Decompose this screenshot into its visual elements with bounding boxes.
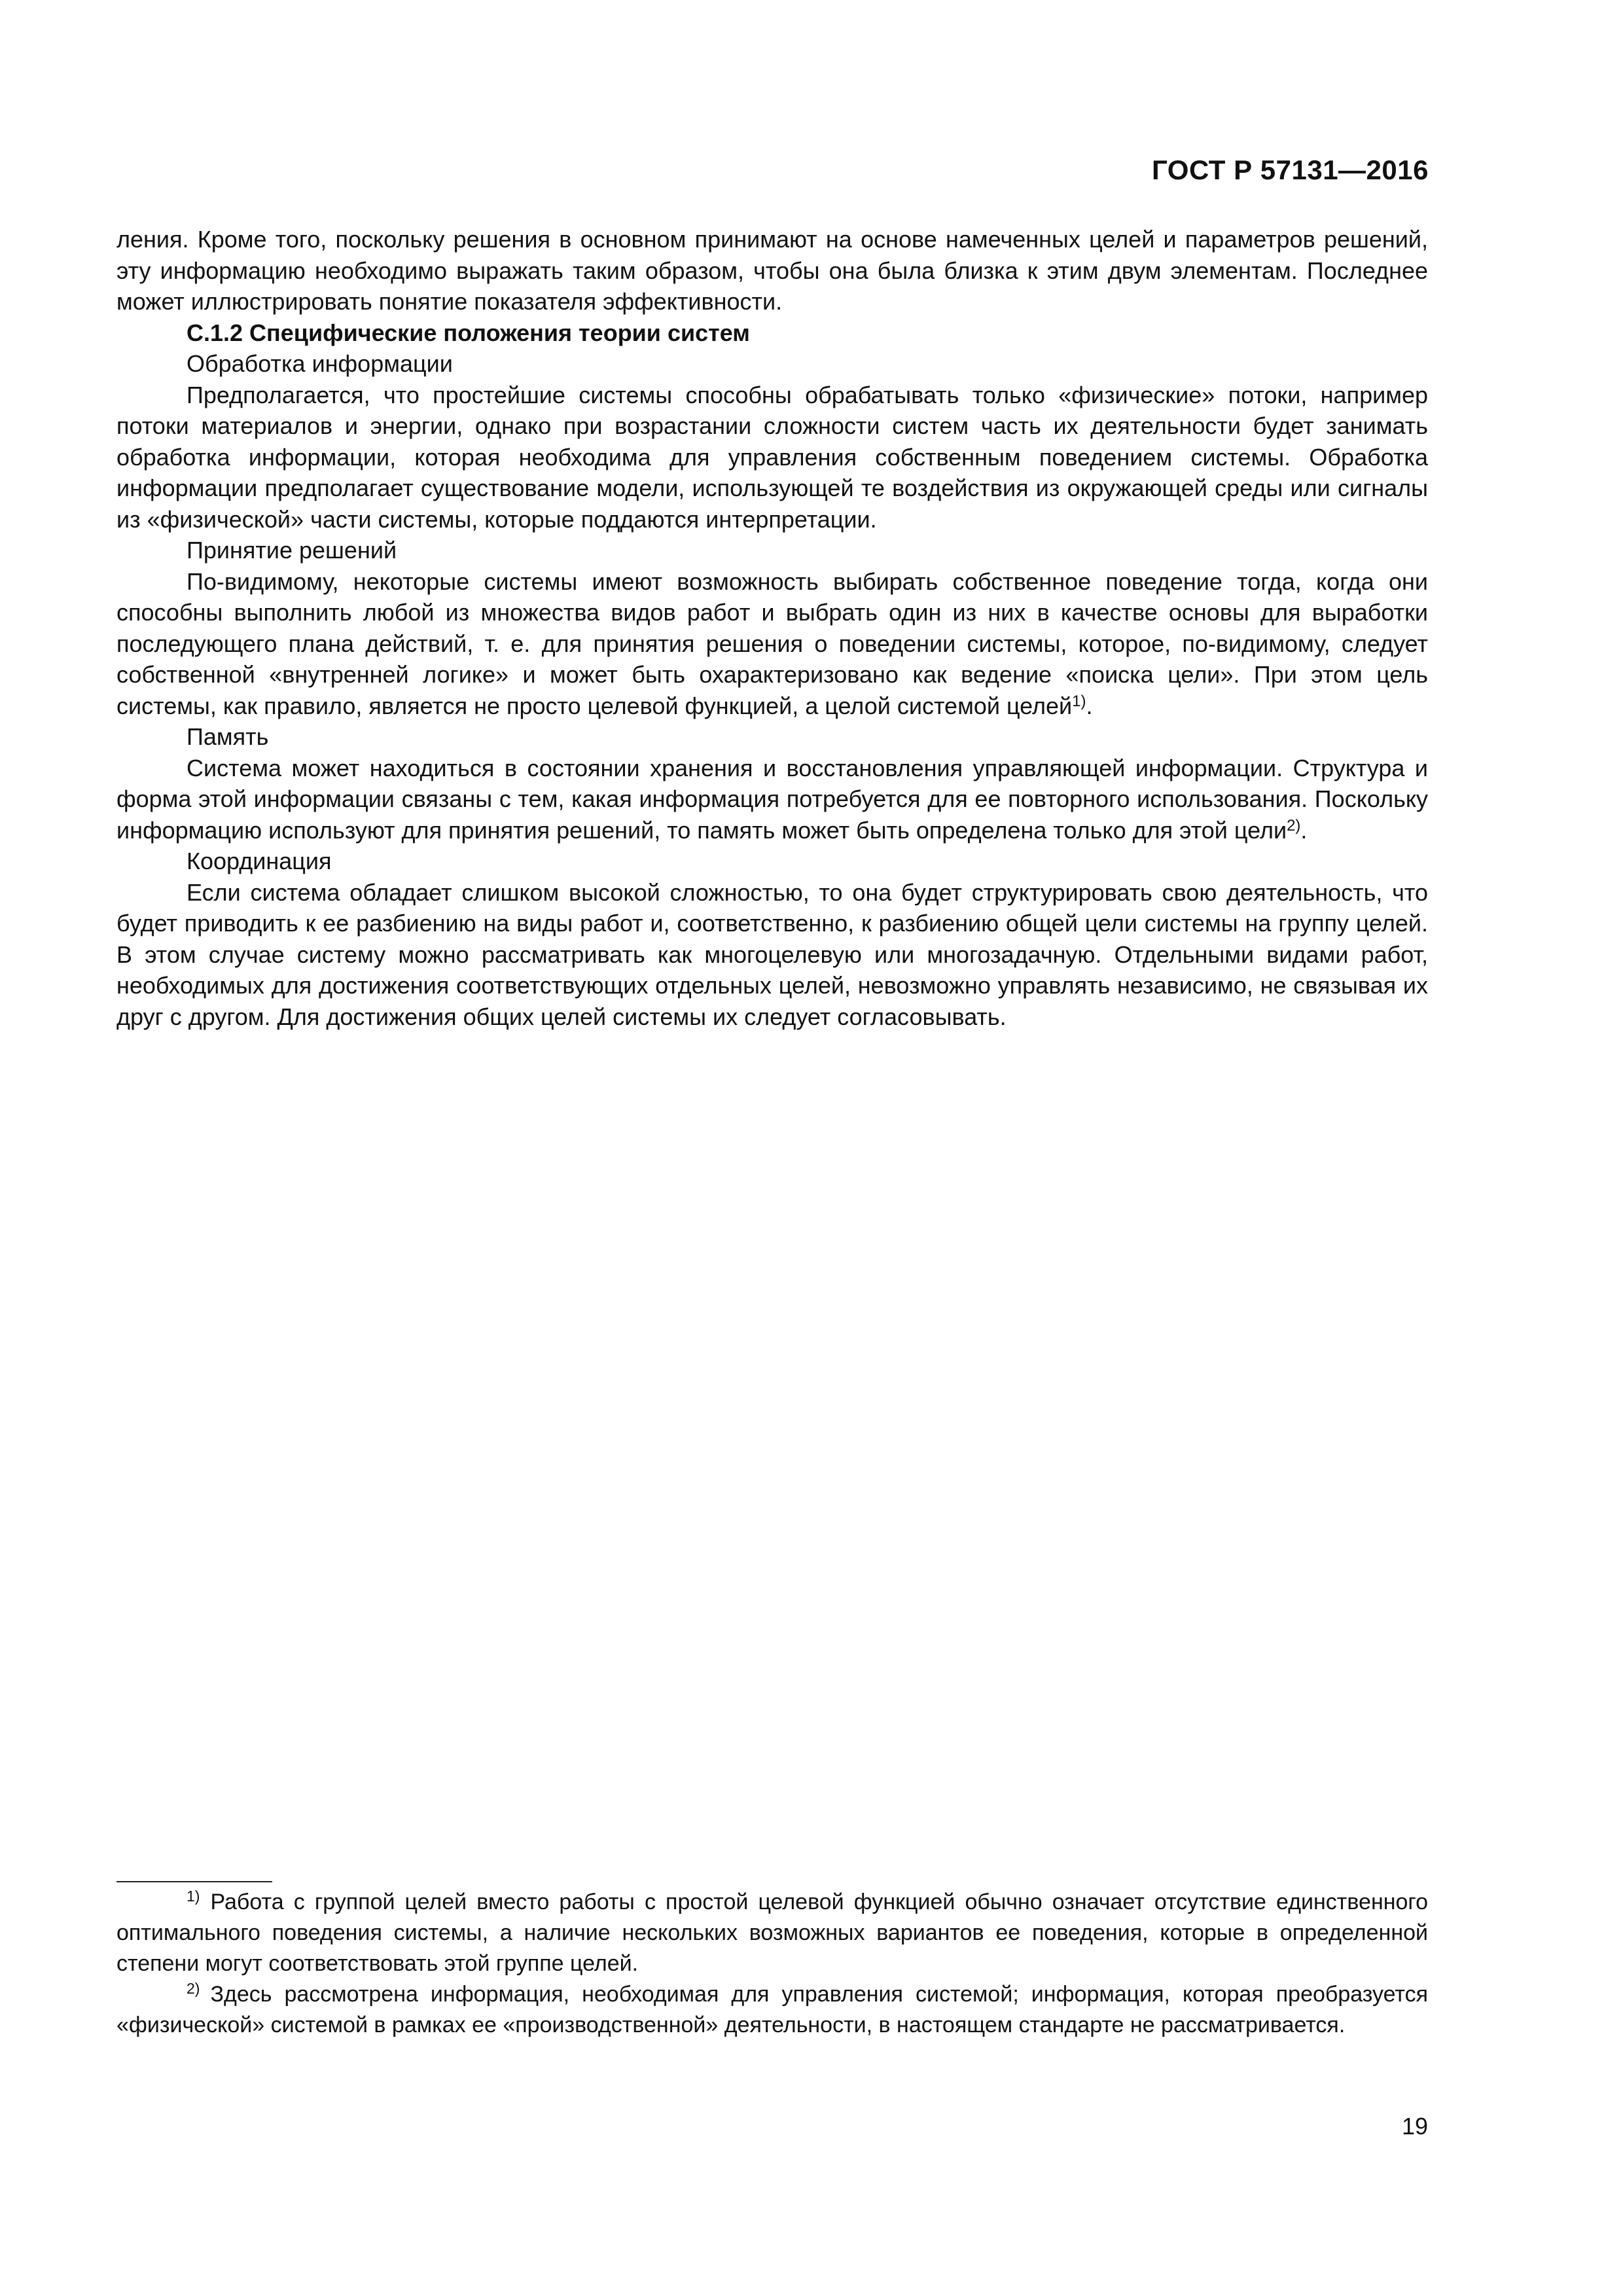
paragraph-coordination: Если система обладает слишком высокой сложностью, то она будет структурировать свою деятельность, что будет приводить к ее разбиению на виды работ и, соответственно, к разбиению общей цели системы на группу целей. В этом случае систему можно рассматривать как многоцелевую или многозадачную. Отдельными видами работ, необходимых для достижения соответствующих отдельных целей, невозможно управлять независимо, не связывая их друг с другом. Для достижения общих целей системы их следует согласовывать.: [116, 878, 1428, 1030]
paragraph-decision-making: По-видимому, некоторые системы имеют возможность выбирать собственное поведение тогда, когда они способны выполнить любой из множества видов работ и выбрать один из них в качестве основы для выработки последующего плана действий, т. е. для принятия решения о поведении системы, которое, по-видимому, следует собственной «внутренней логике» и может быть охарактеризовано как ведение «поиска цели». При этом цель системы, как правило, является не просто целевой функцией, а целой системой целей$^{1)}$.: [116, 567, 1428, 719]
subheading-decision-making: Принятие решений: [187, 537, 397, 564]
paragraph-memory-text: Система может находиться в состоянии хранения и восстановления управляющей информации. Структура и форма этой информации связаны с тем, какая информация потребуется для ее повторного использования. Поскольку информацию используют для принятия решений, то память может быть определена только для этой цели: [116, 754, 1428, 844]
main-text: [116, 224, 1428, 1032]
paragraph-memory: Система может находиться в состоянии хранения и восстановления управляющей информации. Структура и форма этой информации связаны с тем, какая информация потребуется для ее повторного использования. Поскольку информацию используют для принятия решений, то память может быть определена только для этой цели$^{2)}$.: [116, 754, 1428, 844]
paragraph-decision-making-text: По-видимому, некоторые системы имеют возможность выбирать собственное поведение тогда, когда они способны выполнить любой из множества видов работ и выбрать один из них в качестве основы для выработки последующего плана действий, т. е. для принятия решения о поведении системы, которое, по-видимому, следует собственной «внутренней логике» и может быть охарактеризовано как ведение «поиска цели». При этом цель системы, как правило, является не просто целевой функцией, а целой системой целей: [116, 567, 1428, 719]
footnote-1: [116, 1887, 1428, 1979]
footnote-2: [116, 1979, 1428, 2041]
footnotes: [116, 1887, 1428, 2041]
section-title: С.1.2 Специфические положения теории систем: [187, 319, 750, 346]
footnote-ref-1[interactable]: 1): [1072, 692, 1086, 710]
page-number: 19: [1401, 2113, 1428, 2140]
footnote-2-text: Здесь рассмотрена информация, необходимая для управления системой; информация, которая преобразуется «физической» системой в рамках ее «производственной» деятельности, в настоящем стандарте не рассматривается.: [116, 1982, 1428, 2037]
paragraph-information-processing: Предполагается, что простейшие системы способны обрабатывать только «физические» потоки, например потоки материалов и энергии, однако при возрастании сложности систем часть их деятельности будет занимать обработка информации, которая необходима для управления собственным поведением системы. Обработка информации предполагает существование модели, использующей те воздействия из окружающей среды или сигналы из «физической» части системы, которые поддаются интерпретации.: [116, 381, 1428, 533]
footnote-2-marker: 2): [187, 1980, 200, 1997]
subheading-memory: Память: [187, 723, 269, 750]
subheading-coordination: Координация: [187, 848, 332, 874]
footnote-ref-2[interactable]: 2): [1287, 816, 1301, 834]
paragraph-continuation: ления. Кроме того, поскольку решения в основном принимают на основе намеченных целей и параметров решений, эту информацию необходимо выражать таким образом, чтобы она была близка к этим двум элементам. Последнее может иллюстрировать понятие показателя эффективности.: [116, 226, 1428, 315]
footnote-1-text: Работа с группой целей вместо работы с простой целевой функцией обычно означает отсутствие единственного оптимального поведения системы, а наличие нескольких возможных вариантов ее поведения, которые в определенной степени могут соответствовать этой группе целей.: [116, 1890, 1428, 1976]
subheading-information-processing: Обработка информации: [187, 350, 453, 377]
footnote-divider: [116, 1881, 272, 1882]
footnote-1-marker: 1): [187, 1888, 200, 1905]
document-header: ГОСТ Р 57131—2016: [1152, 154, 1429, 185]
